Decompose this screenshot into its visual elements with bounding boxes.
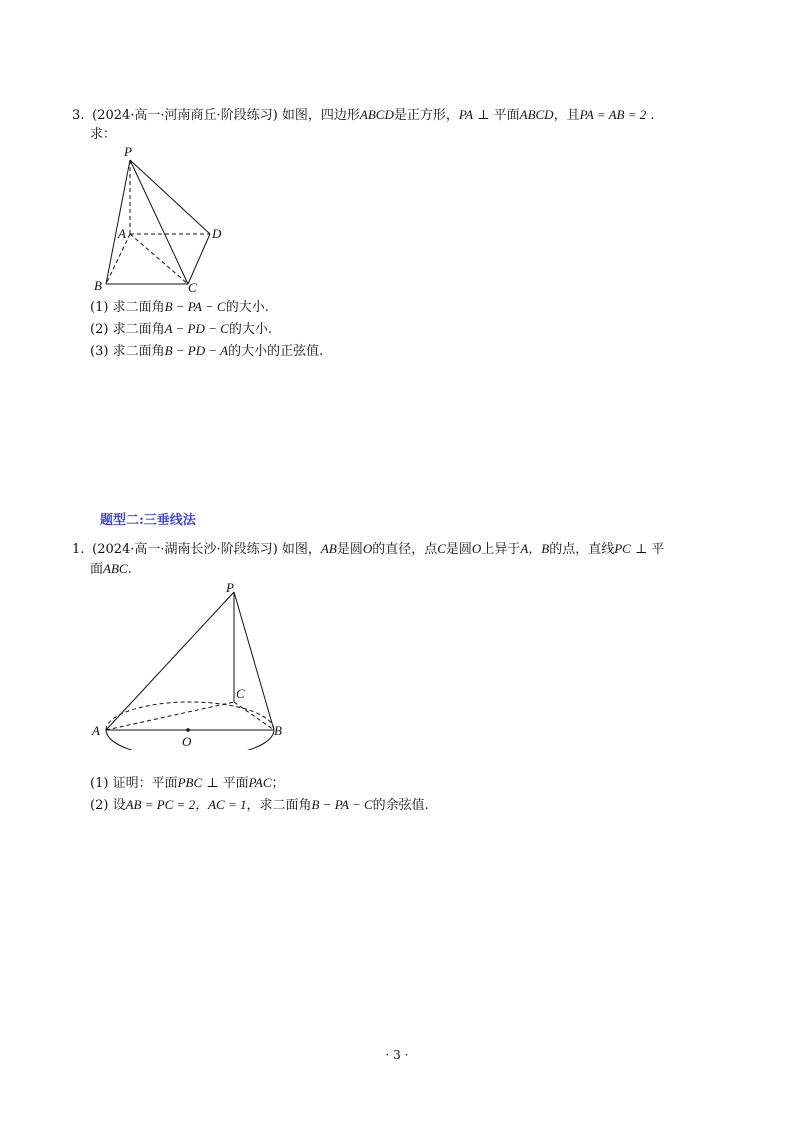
text: 的大小的正弦值. [228, 344, 324, 359]
text: 是圆 [445, 542, 472, 557]
line-pa [106, 592, 234, 730]
text: 求二面角 [112, 344, 165, 359]
problem-source: (2024·高一·河南商丘·阶段练习) [92, 108, 278, 123]
text: 证明：平面 [112, 776, 178, 791]
math: PAC [248, 775, 272, 790]
problem-source: (2024·高一·湖南长沙·阶段练习) [92, 542, 278, 557]
math: PA [458, 107, 474, 122]
line-pb [234, 592, 274, 730]
math: O [471, 541, 482, 556]
question-number: (2) [90, 798, 109, 813]
question-3-1 [90, 298, 269, 317]
math: C [437, 541, 446, 556]
label-a: A [118, 226, 126, 241]
line-cb [234, 702, 274, 730]
problem-3-line2: 求： [90, 127, 117, 142]
text: ，求二面角 [246, 798, 312, 813]
question-number: (2) [90, 322, 109, 337]
text: . [646, 108, 655, 123]
question-number: (3) [90, 344, 109, 359]
math: PA = AB = 2 [579, 107, 647, 122]
text: 的直径，点 [372, 542, 438, 557]
text: 如图， [281, 542, 321, 557]
perp-symbol: ⊥ [473, 108, 494, 123]
question-3-2 [90, 320, 272, 339]
question-number: (1) [90, 300, 109, 315]
edge-pd [130, 160, 210, 234]
question-number: (1) [90, 776, 109, 791]
edge-pc [130, 160, 188, 284]
text: 的大小. [228, 322, 272, 337]
text: 平面 [493, 108, 520, 123]
circle-cone-figure [88, 578, 298, 750]
math: ABCD [519, 107, 554, 122]
label-b: B [94, 278, 102, 293]
label-c: C [188, 280, 197, 294]
text: 是正方形， [393, 108, 459, 123]
problem-1-line2 [90, 560, 132, 579]
text: . [127, 562, 132, 577]
text: 的大小. [225, 300, 269, 315]
edge-ac [130, 234, 188, 284]
text: 设 [112, 798, 126, 813]
math: AB = PC = 2，AC = 1 [125, 797, 247, 812]
math: A − PD − C [164, 321, 229, 336]
text: 是圆 [336, 542, 363, 557]
math: B − PD − A [164, 343, 229, 358]
label-p: P [226, 580, 234, 595]
math: B − PA − C [164, 299, 226, 314]
label-a: A [92, 723, 100, 738]
line-ac [106, 702, 234, 730]
label-d: D [212, 226, 222, 241]
label-o: O [182, 734, 192, 749]
section-title: 题型二:三垂线法 [100, 513, 196, 528]
edge-ab [106, 234, 130, 284]
text: 面 [90, 562, 104, 577]
math: O [362, 541, 373, 556]
center-point-o [186, 728, 190, 732]
edge-cd [188, 234, 210, 284]
label-p: P [124, 144, 132, 159]
text: ； [271, 776, 285, 791]
problem-1-statement [72, 540, 664, 559]
math: ABCD [359, 107, 394, 122]
question-1-2 [90, 796, 429, 815]
text: 如图，四边形 [281, 108, 360, 123]
text: 的余弦值. [372, 798, 429, 813]
text: 求二面角 [112, 300, 165, 315]
math: PC [614, 541, 631, 556]
problem-3-statement [72, 106, 655, 125]
ellipse-back [106, 702, 274, 730]
question-1-1 [90, 774, 285, 793]
math: AB [320, 541, 337, 556]
problem-number: 3. [72, 108, 85, 123]
math: A，B [520, 541, 550, 556]
text: ，且 [553, 108, 580, 123]
page-number: · 3 · [385, 1048, 409, 1062]
problem-number: 1. [72, 542, 85, 557]
text: 求二面角 [112, 322, 165, 337]
pyramid-figure [88, 142, 238, 294]
math: B − PA − C [311, 797, 373, 812]
text: ⊥ 平面 [202, 776, 249, 791]
text: 上异于 [481, 542, 521, 557]
math: ABC [103, 561, 128, 576]
perp-symbol: ⊥ [630, 542, 652, 557]
math: PBC [177, 775, 203, 790]
label-b: B [274, 723, 282, 738]
label-c: C [236, 686, 245, 701]
question-3-3 [90, 342, 323, 361]
text: 平 [651, 542, 665, 557]
text: 的点，直线 [549, 542, 615, 557]
edge-pb [106, 160, 130, 284]
